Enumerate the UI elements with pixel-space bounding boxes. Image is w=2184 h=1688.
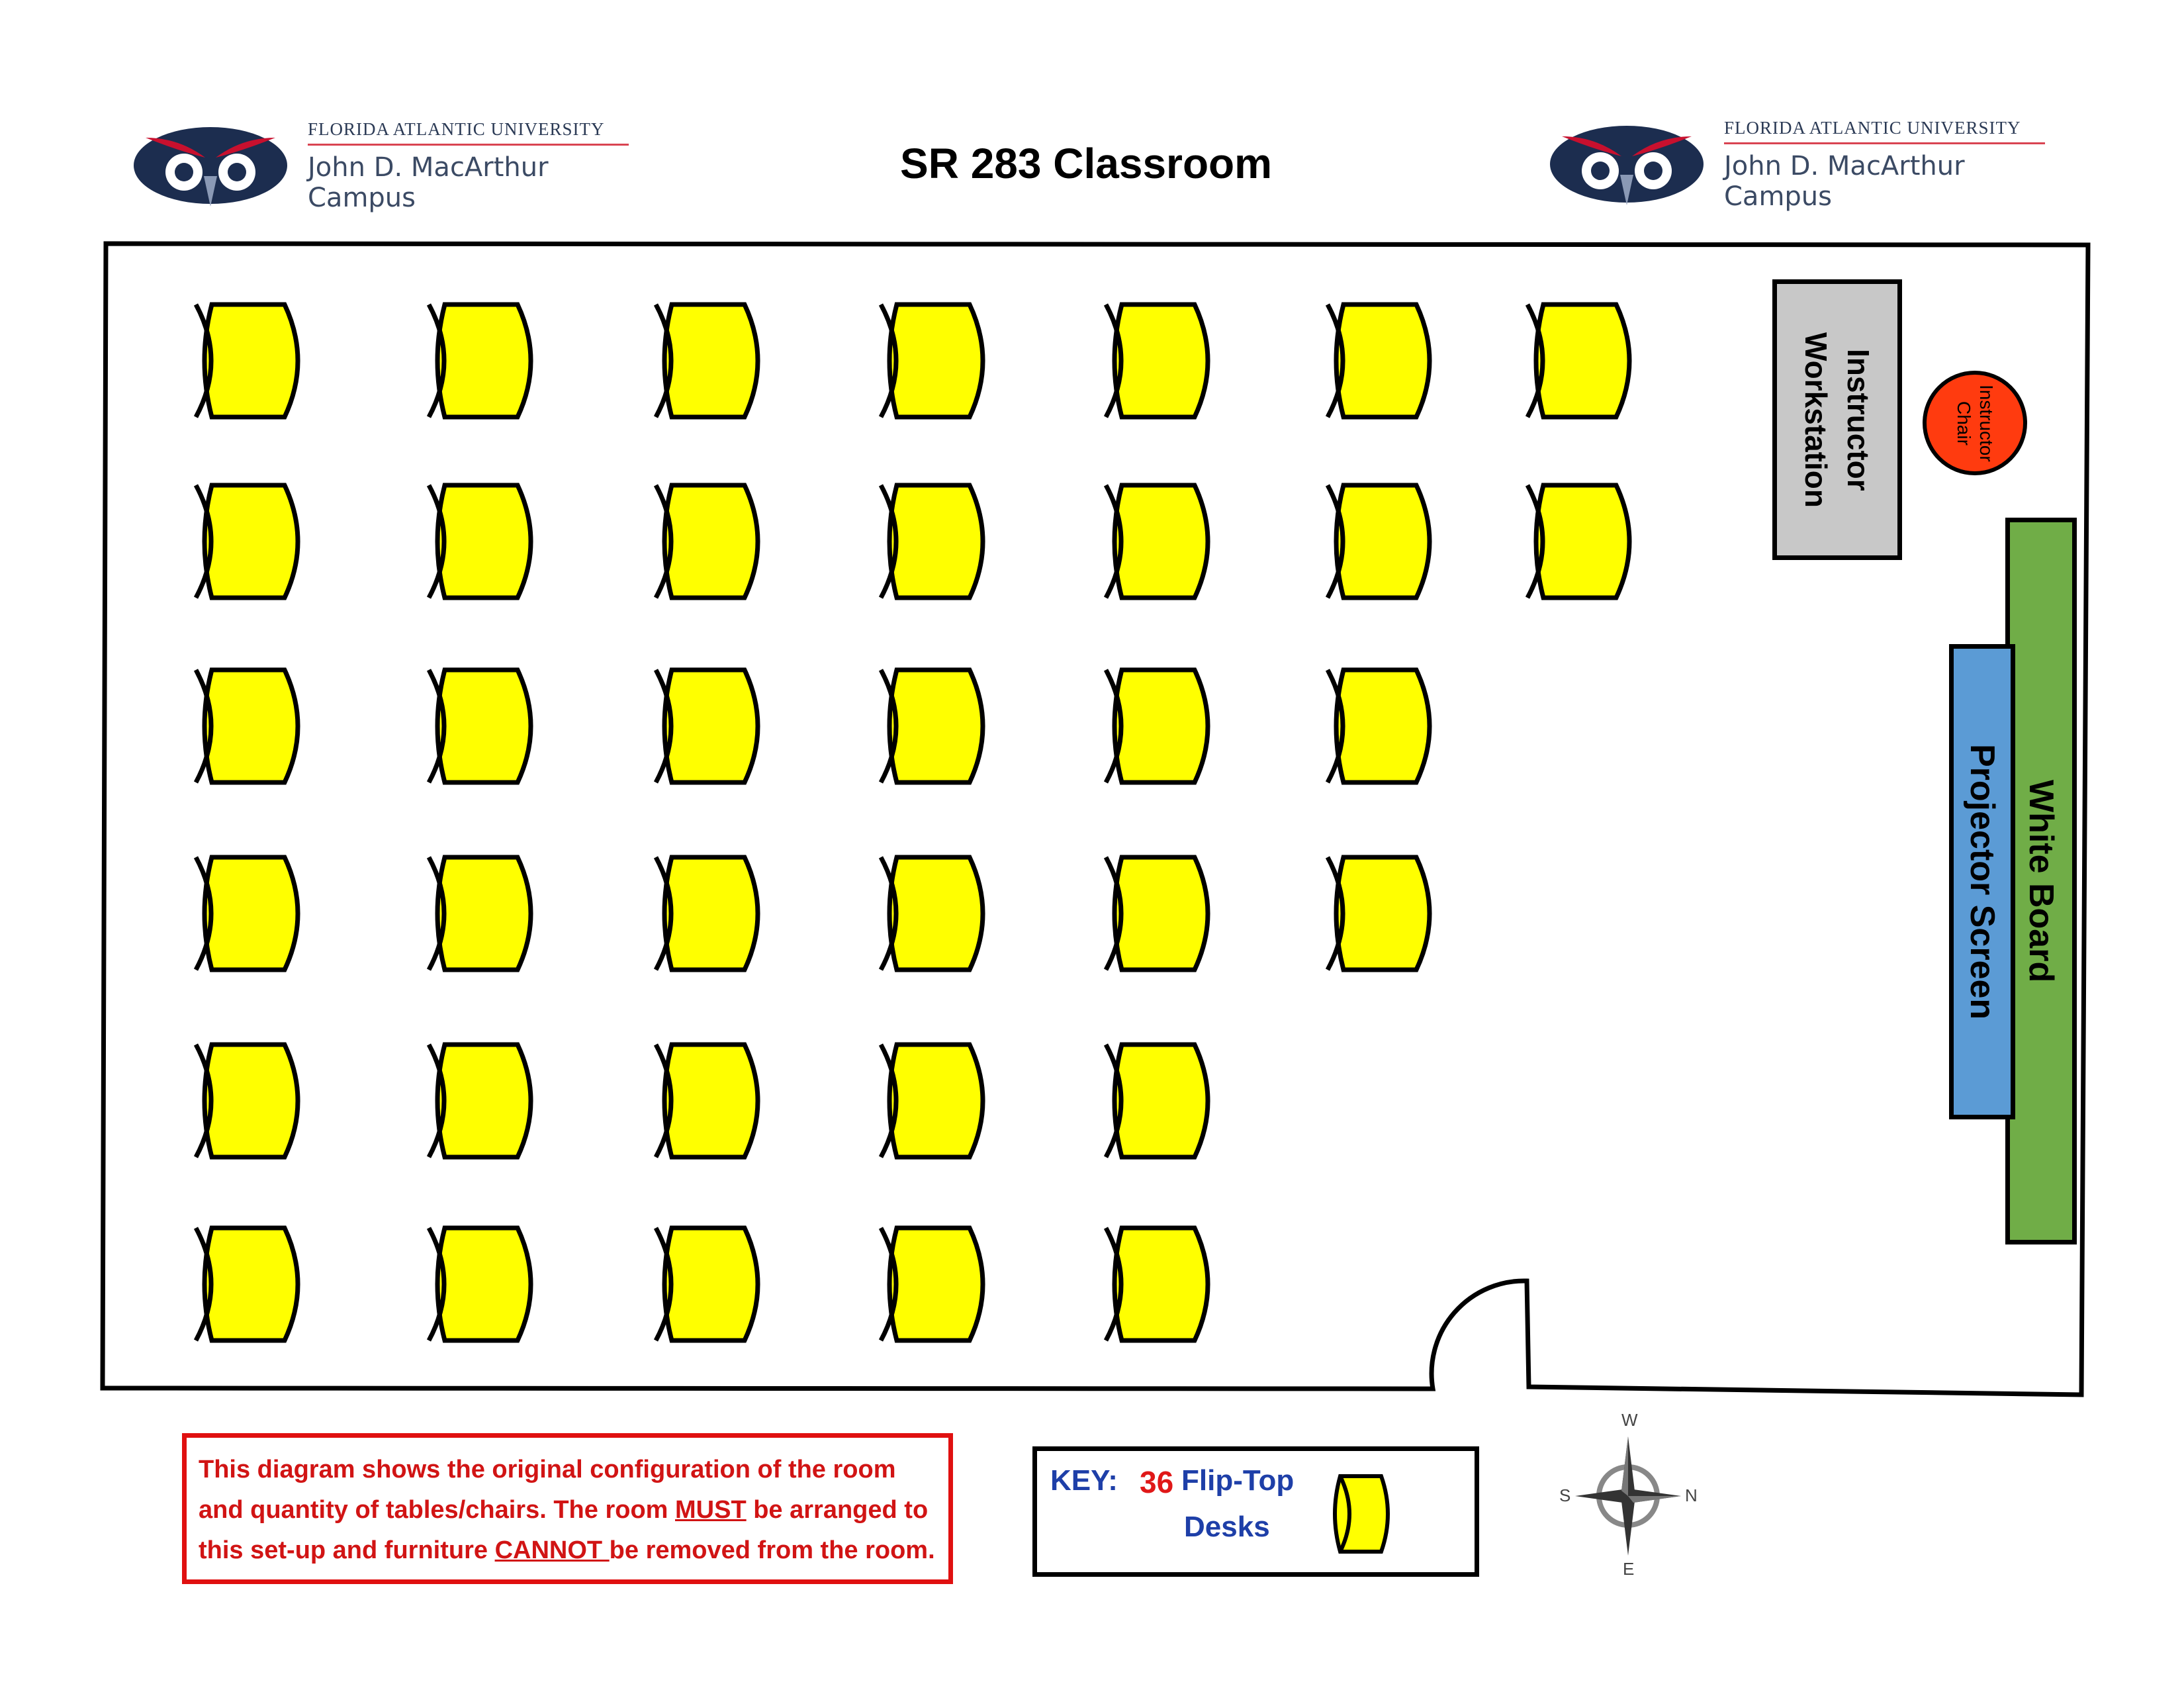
instructor-chair — [1923, 371, 2027, 475]
notice-text-3: be removed from the room. — [609, 1536, 935, 1564]
flip-top-desk — [881, 857, 983, 970]
flip-top-desk — [429, 857, 531, 970]
flip-top-desk — [656, 1228, 758, 1340]
workstation-label-line1: Instructor — [1841, 348, 1876, 491]
flip-top-desk — [1527, 485, 1629, 598]
flip-top-desk — [429, 1045, 531, 1157]
flip-top-desk — [656, 485, 758, 598]
flip-top-desk — [1328, 305, 1430, 417]
flip-top-desk — [881, 485, 983, 598]
flip-top-desk — [1106, 305, 1208, 417]
flip-top-desk — [881, 1228, 983, 1340]
flip-top-desk — [1328, 857, 1430, 970]
notice-text-2: be arranged to this set-up and furniture — [199, 1496, 929, 1564]
flip-top-desk — [1527, 305, 1629, 417]
notice-must: MUST — [675, 1496, 747, 1524]
flip-top-desk — [429, 485, 531, 598]
key-text-line1: Flip-Top — [1181, 1464, 1295, 1497]
projector-screen — [1949, 644, 2015, 1119]
flip-top-desk — [429, 1228, 531, 1340]
university-name: FLORIDA ATLANTIC UNIVERSITY — [1724, 118, 2045, 144]
compass-north: N — [1685, 1485, 1698, 1505]
flip-top-desk — [1106, 857, 1208, 970]
flip-top-desk — [1106, 1045, 1208, 1157]
campus-name: John D. MacArthur — [1724, 151, 1965, 181]
flip-top-desk — [1328, 670, 1430, 782]
page-title: SR 283 Classroom — [900, 140, 1273, 187]
flip-top-desk — [196, 857, 298, 970]
flip-top-desk — [429, 670, 531, 782]
flip-top-desk — [196, 305, 298, 417]
legend-key — [1032, 1446, 1479, 1577]
flip-top-desk — [881, 1045, 983, 1157]
university-name: FLORIDA ATLANTIC UNIVERSITY — [308, 119, 629, 146]
flip-top-desk — [1106, 1228, 1208, 1340]
instructor-workstation — [1772, 279, 1902, 560]
configuration-notice — [182, 1433, 953, 1584]
campus-label: Campus — [308, 183, 416, 213]
flip-top-desk — [881, 670, 983, 782]
flip-top-desk-icon — [1328, 1471, 1408, 1557]
white-board-label: White Board — [2022, 779, 2060, 983]
projector-screen-label: Projector Screen — [1963, 743, 2001, 1020]
flip-top-desk — [196, 1045, 298, 1157]
workstation-label-line2: Workstation — [1799, 332, 1833, 508]
flip-top-desk — [429, 305, 531, 417]
chair-label-line1: Instructor — [1976, 384, 1997, 462]
compass-west: W — [1621, 1410, 1638, 1430]
compass-rose — [1555, 1410, 1701, 1582]
white-board — [2005, 518, 2077, 1244]
campus-name: John D. MacArthur — [308, 152, 549, 183]
desk-count: 36 — [1140, 1465, 1174, 1499]
flip-top-desk — [196, 670, 298, 782]
key-text-line2: Desks — [1184, 1511, 1270, 1543]
notice-text-1: This diagram shows the original configuration of the room and quantity of tables/chairs. The room — [199, 1456, 896, 1524]
compass-east: E — [1623, 1559, 1635, 1579]
flip-top-desk — [656, 305, 758, 417]
flip-top-desk — [656, 857, 758, 970]
compass-south: S — [1559, 1485, 1571, 1505]
key-label: KEY: — [1050, 1464, 1118, 1497]
notice-cannot: CANNOT — [494, 1536, 610, 1564]
flip-top-desk — [1106, 670, 1208, 782]
flip-top-desk — [656, 1045, 758, 1157]
campus-label: Campus — [1724, 181, 1832, 212]
flip-top-desk — [196, 1228, 298, 1340]
flip-top-desk — [881, 305, 983, 417]
flip-top-desk — [1328, 485, 1430, 598]
desks-group — [196, 305, 1629, 1340]
flip-top-desk — [196, 485, 298, 598]
flip-top-desk — [656, 670, 758, 782]
chair-label-line2: Chair — [1954, 400, 1974, 445]
compass-rose-icon — [1555, 1410, 1701, 1582]
flip-top-desk — [1106, 485, 1208, 598]
